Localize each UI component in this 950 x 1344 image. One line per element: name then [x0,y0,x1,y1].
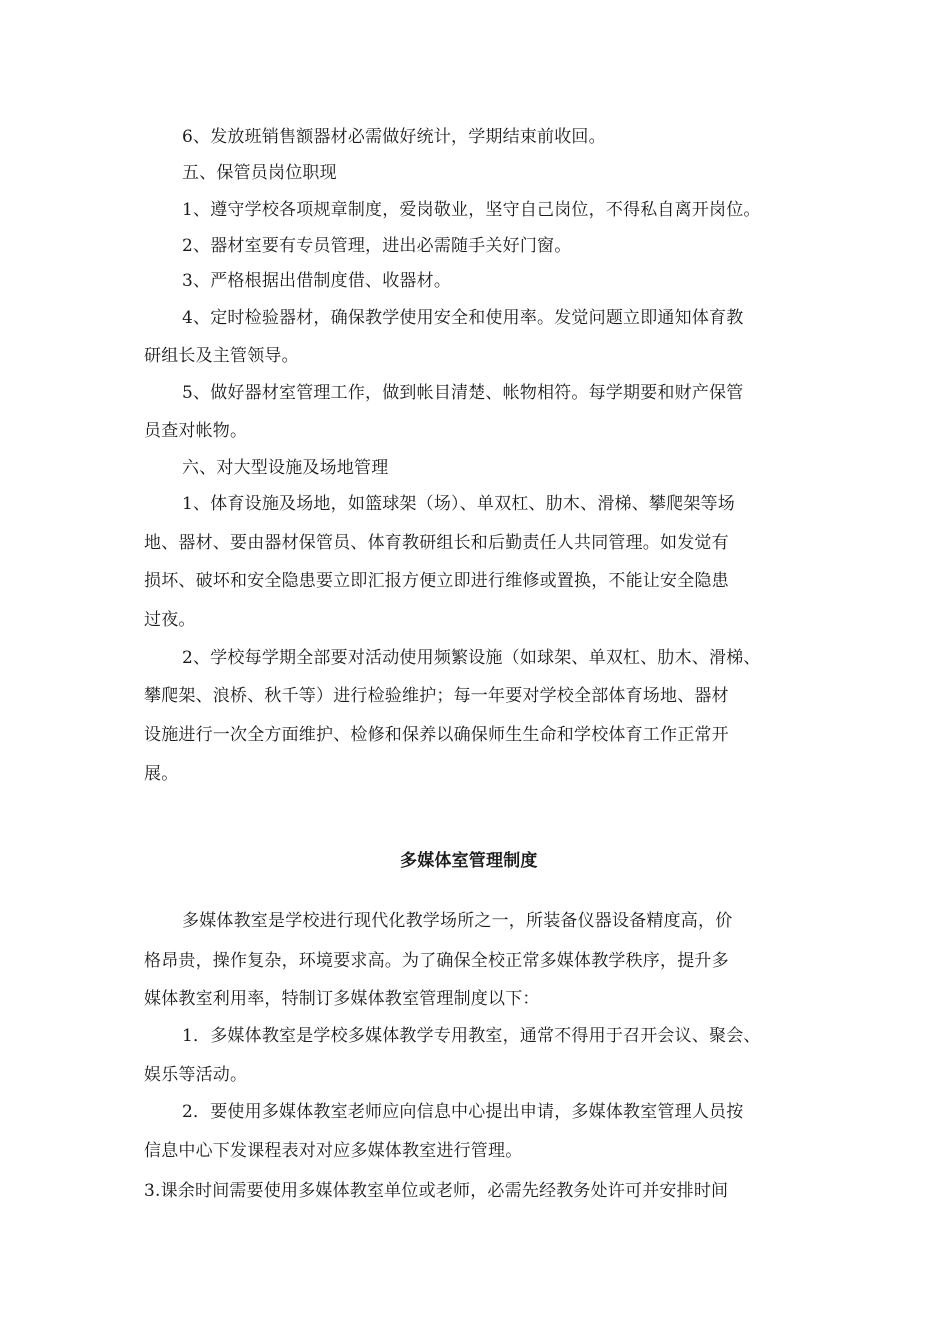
rule-2-line1: 2．要使用多媒体教室老师应向信息中心提出申请，多媒体教室管理人员按 [182,1102,744,1122]
rule-2-line2: 信息中心下发课程表对对应多媒体教室进行管理。 [144,1141,523,1161]
heading-facility-management: 六、对大型设施及场地管理 [182,458,389,478]
keeper-item-5-line2: 员查对帐物。 [144,421,248,441]
facility-item-1-line1: 1、体育设施及场地，如篮球架（场）、单双杠、肋木、滑梯、攀爬架等场 [182,494,735,514]
facility-item-2-line2: 攀爬架、浪桥、秋千等）进行检验维护；每一年要对学校全部体育场地、器材 [144,686,729,706]
keeper-item-4-line2: 研组长及主管领导。 [144,346,299,366]
keeper-item-5-line1: 5、做好器材室管理工作，做到帐目清楚、帐物相符。每学期要和财产保管 [182,383,744,403]
rule-1-line2: 娱乐等活动。 [144,1065,248,1085]
rule-3-line1: 3.课余时间需要使用多媒体教室单位或老师，必需先经教务处许可并安排时间 [144,1181,729,1201]
facility-item-1-line2: 地、器材、要由器材保管员、体育教研组长和后勤责任人共同管理。如发觉有 [144,533,729,553]
facility-item-2-line3: 设施进行一次全方面维护、检修和保养以确保师生生命和学校体育工作正常开 [144,725,729,745]
facility-item-1-line3: 损坏、破坏和安全隐患要立即汇报方便立即进行维修或置换，不能让安全隐患 [144,571,729,591]
facility-item-2-line4: 展。 [144,764,179,784]
heading-keeper-duties: 五、保管员岗位职现 [182,163,337,183]
keeper-item-1: 1、遵守学校各项规章制度，爱岗敬业，坚守自己岗位，不得私自离开岗位。 [182,200,761,220]
keeper-item-3: 3、严格根据出借制度借、收器材。 [182,271,452,291]
rule-1-line1: 1．多媒体教室是学校多媒体教学专用教室，通常不得用于召开会议、聚会、 [182,1026,761,1046]
facility-item-2-line1: 2、学校每学期全部要对活动使用频繁设施（如球架、单双杠、肋木、滑梯、 [182,648,761,668]
keeper-item-2: 2、器材室要有专员管理，进出必需随手关好门窗。 [182,236,572,256]
item-6: 6、发放班销售额器材必需做好统计，学期结束前收回。 [182,127,606,147]
intro-line1: 多媒体教室是学校进行现代化教学场所之一，所装备仪器设备精度高，价 [182,911,733,931]
intro-line3: 媒体教室利用率，特制订多媒体教室管理制度以下： [144,989,540,1009]
intro-line2: 格昂贵，操作复杂，环境要求高。为了确保全校正常多媒体教学秩序，提升多 [144,951,729,971]
keeper-item-4-line1: 4、定时检验器材，确保教学使用安全和使用率。发觉问题立即通知体育教 [182,308,744,328]
facility-item-1-line4: 过夜。 [144,610,196,630]
section-title: 多媒体室管理制度 [400,851,538,871]
